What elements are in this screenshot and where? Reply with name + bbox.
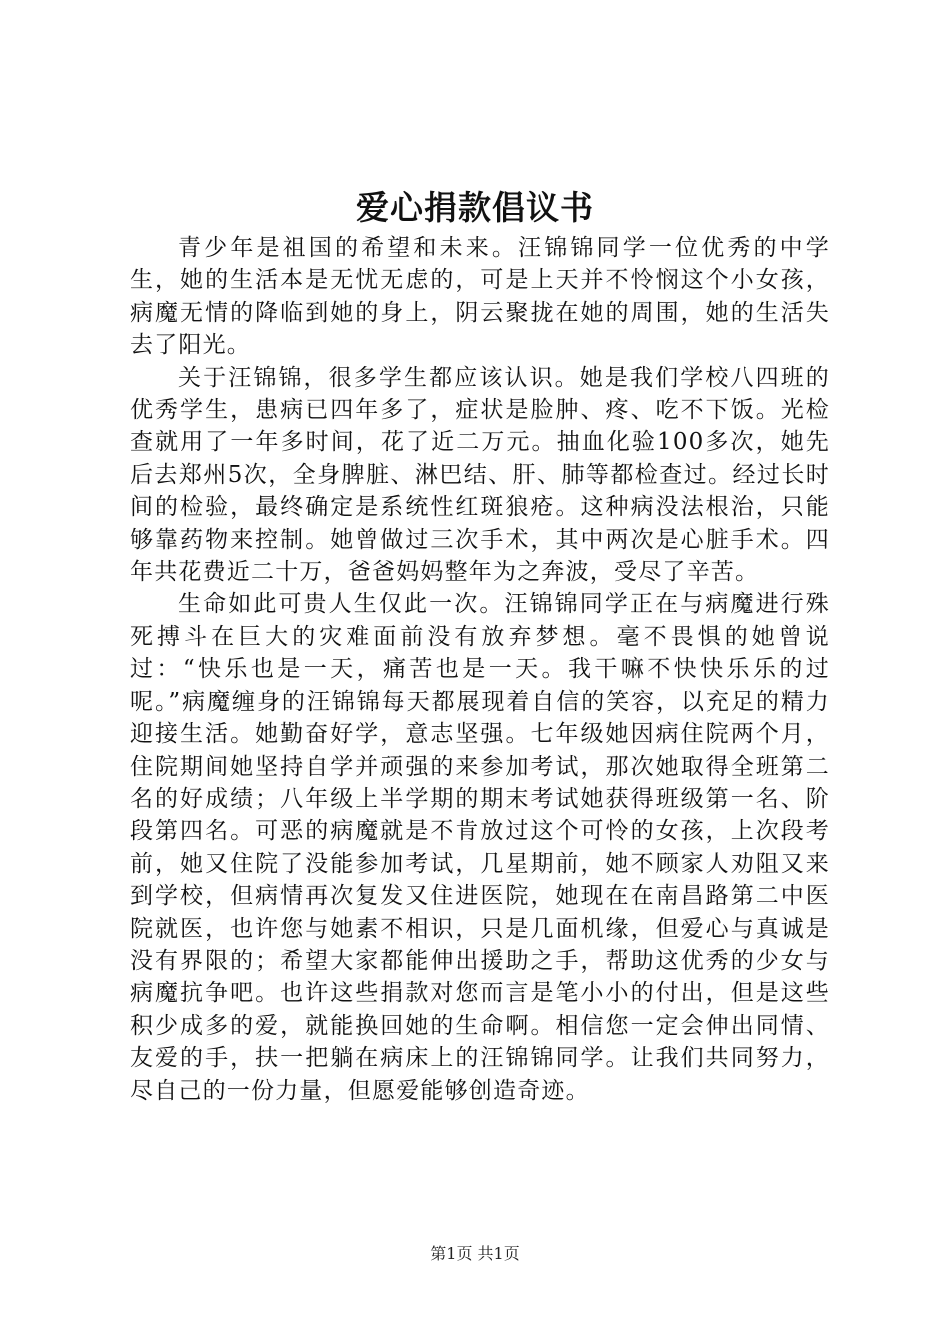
paragraph-illness: 关于汪锦锦，很多学生都应该认识。她是我们学校八四班的优秀学生，患病已四年多了，症状是脸肿、疼、吃不下饭。光检查就用了一年多时间，花了近二万元。抽血化验100多次，她先后去郑州5次，全身脾脏、淋巴结、肝、肺等都检查过。经过长时间的检验，最终确定是系统性红斑狼疮。这种病没法根治，只能够靠药物来控制。她曾做过三次手术，其中两次是心脏手术。四年共花费近二十万，爸爸妈妈整年为之奔波，受尽了辛苦。 [130,364,830,586]
document-body [130,232,830,1107]
document-title: 爱心捐款倡议书 [356,188,594,227]
page-footer: 第1页 共1页 [430,1244,520,1263]
paragraph-intro: 青少年是祖国的希望和未来。汪锦锦同学一位优秀的中学生，她的生活本是无忧无虑的，可是上天并不怜悯这个小女孩，病魔无情的降临到她的身上，阴云聚拢在她的周围，她的生活失去了阳光。 [130,235,830,359]
paragraph-appeal: 生命如此可贵人生仅此一次。汪锦锦同学正在与病魔进行殊死搏斗在巨大的灾难面前没有放弃梦想。毫不畏惧的她曾说过：“快乐也是一天，痛苦也是一天。我干嘛不快快乐乐的过呢。”病魔缠身的汪锦锦每天都展现着自信的笑容，以充足的精力迎接生活。她勤奋好学，意志坚强。七年级她因病住院两个月，住院期间她坚持自学并顽强的来参加考试，那次她取得全班第二名的好成绩；八年级上半学期的期末考试她获得班级第一名、阶段第四名。可恶的病魔就是不肯放过这个可怜的女孩，上次段考前，她又住院了没能参加考试，几星期前，她不顾家人劝阻又来到学校，但病情再次复发又住进医院，她现在在南昌路第二中医院就医，也许您与她素不相识，只是几面机缘，但爱心与真诚是没有界限的；希望大家都能伸出援助之手，帮助这优秀的少女与病魔抗争吧。也许这些捐款对您而言是笔小小的付出，但是这些积少成多的爱，就能换回她的生命啊。相信您一定会伸出同情、友爱的手，扶一把躺在病床上的汪锦锦同学。让我们共同努力，尽自己的一份力量，但愿爱能够创造奇迹。 [130,591,830,1104]
